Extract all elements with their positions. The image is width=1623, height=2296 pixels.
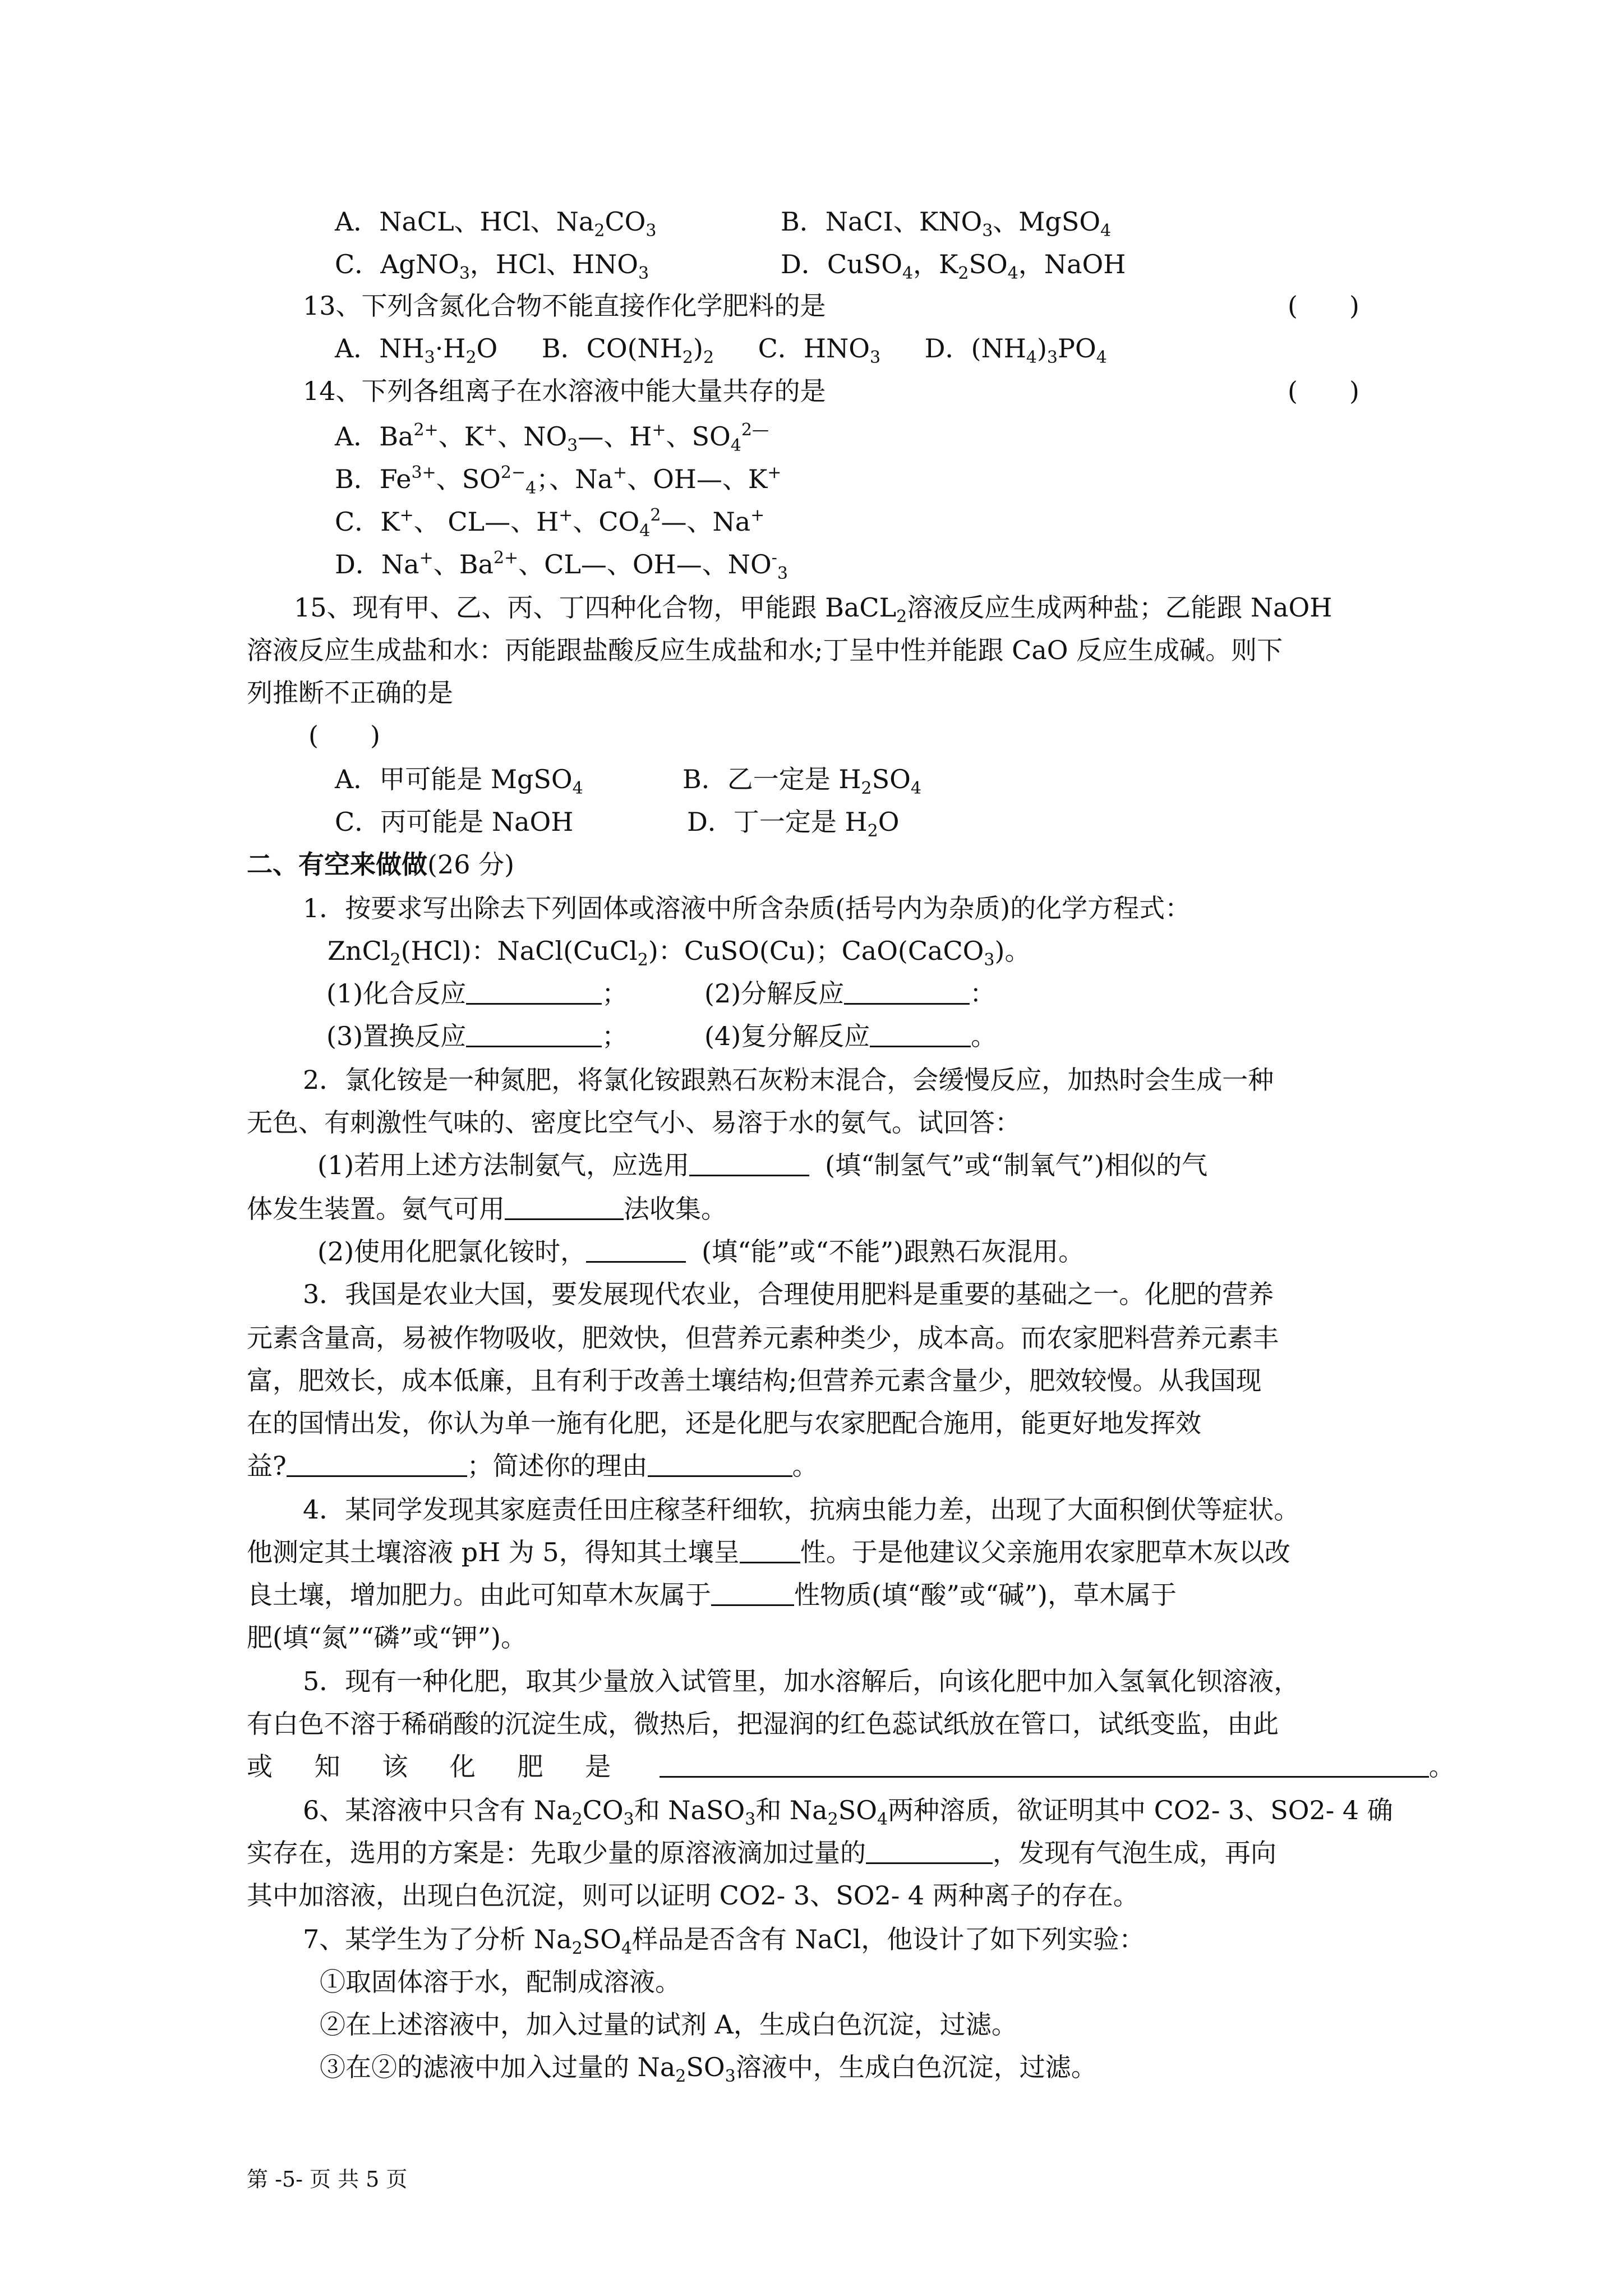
s4-line-1: 4．某同学发现其家庭责任田庄稼茎秆细软，抗病虫能力差，出现了大面积倒伏等症状。: [303, 1494, 1300, 1525]
q15-option-c: C．丙可能是 NaOH: [335, 807, 574, 837]
q15-line-1: 15、现有甲、乙、丙、丁四种化合物，甲能跟 BaCL$_2$溶液反应生成两种盐；乙能跟 NaOH: [294, 592, 1332, 627]
s4-line-2: 他测定其土壤溶液 pH 为 5，得知其土壤呈 性。于是他建议父亲施用农家肥草木灰以改: [247, 1537, 1290, 1567]
s2-line-1: 2．氯化铵是一种氮肥，将氯化铵跟熟石灰粉末混合，会缓慢反应，加热时会生成一种: [303, 1065, 1274, 1095]
s2-line-4: 体发生装置。氨气可用 法收集。: [247, 1194, 727, 1224]
q15-option-a: A．甲可能是 MgSO$_4$: [335, 764, 583, 798]
q15-option-b: B．乙一定是 $H_2SO_4$: [683, 764, 921, 798]
q13-options: [335, 335, 1107, 366]
s7-step-1: ①取固体溶于水，配制成溶液。: [320, 1967, 681, 1997]
s2-blank-3[interactable]: [586, 1240, 686, 1263]
s4-blank-2[interactable]: [711, 1583, 794, 1606]
s5-blank[interactable]: [660, 1755, 1429, 1778]
q13-option-b: B．$CO(NH_2)_2$: [541, 333, 714, 367]
q15-answer-bracket: ( ): [308, 720, 380, 751]
s1-item-2: (2)分解反应 ：: [704, 978, 996, 1009]
s6-line-1: 6、某溶液中只含有 $Na_2CO_3$和 NaSO$_3$和 $Na_2SO_4$两种溶质，欲证明其中 CO2- 3、SO2- 4 确: [303, 1795, 1393, 1829]
s7-step-2: ②在上述溶液中，加入过量的试剂 A，生成白色沉淀，过滤。: [320, 2009, 1017, 2040]
q12-option-c: C．AgNO$_3$，HCl、$HNO_3$: [335, 249, 649, 283]
q13-option-d: D．$(NH_4)_3PO_4$: [924, 333, 1107, 367]
s3-line-2: 元素含量高，易被作物吸收，肥效快，但营养元素种类少，成本高。而农家肥料营养元素丰: [247, 1323, 1279, 1353]
q13-option-c: C．$HNO_3$: [758, 333, 881, 367]
s3-line-4: 在的国情出发，你认为单一施有化肥，还是化肥与农家肥配合施用，能更好地发挥效: [247, 1408, 1201, 1438]
q14-answer-bracket: ( ): [1288, 376, 1359, 406]
s3-line-1: 3．我国是农业大国，要发展现代农业，合理使用肥料是重要的基础之一。化肥的营养: [303, 1279, 1274, 1309]
s7-line-1: 7、某学生为了分析 $Na_2SO_4$样品是否含有 NaCl，他设计了如下列实验：: [303, 1924, 1145, 1958]
s4-line-4: 肥(填“氮”“磷”或“钾”)。: [247, 1622, 527, 1653]
q12-option-b: B．NaCI、$KNO_3$、MgSO$_4$: [781, 206, 1112, 241]
s2-blank-1[interactable]: [689, 1153, 809, 1176]
q13-stem: 13、下列含氮化合物不能直接作化学肥料的是: [303, 291, 826, 321]
s6-blank[interactable]: [866, 1841, 993, 1864]
s1-item-1: (1)化合反应 ；: [326, 978, 628, 1009]
q14-option-a: A．$Ba^{2+}$、K+、$NO_3—$、H+、$SO_4^{2—}$: [335, 420, 769, 455]
s3-line-3: 富，肥效长，成本低廉，且有利于改善土壤结构;但营养元素含量少，肥效较慢。从我国现: [247, 1365, 1262, 1396]
s5-line-2: 有白色不溶于稀硝酸的沉淀生成，微热后，把湿润的红色蕊试纸放在管口，试纸变监，由此: [247, 1709, 1279, 1739]
q14-option-d: D．Na+、$Ba^{2+}$、CL—、OH—、$NO^-_3$: [335, 548, 788, 583]
s4-blank-1[interactable]: [740, 1540, 800, 1563]
s6-line-3: 其中加溶液，出现白色沉淀，则可以证明 CO2- 3、SO2- 4 两种离子的存在。: [247, 1880, 1139, 1911]
s2-blank-2[interactable]: [505, 1197, 624, 1220]
s1-blank-4[interactable]: [870, 1024, 971, 1047]
q14-option-c: C．K+、 CL—、H+、$CO_4^2—$、Na+: [335, 505, 765, 541]
s5-line-1: 5．现有一种化肥，取其少量放入试管里，加水溶解后，向该化肥中加入氢氧化钡溶液，: [303, 1666, 1300, 1696]
q15-line-3: 列推断不正确的是: [247, 678, 453, 708]
s3-blank-1[interactable]: [287, 1454, 467, 1477]
s3-line-5: 益? ；简述你的理由 。: [247, 1451, 818, 1481]
s1-blank-2[interactable]: [844, 982, 970, 1005]
s2-line-3: (1)若用上述方法制氨气，应选用 (填“制氢气”或“制氧气”)相似的气: [317, 1150, 1208, 1180]
s3-blank-2[interactable]: [648, 1454, 792, 1477]
s1-item-3: (3)置换反应 ；: [326, 1021, 628, 1051]
s1-blank-1[interactable]: [466, 982, 602, 1005]
s1-item-4: (4)复分解反应 。: [704, 1021, 997, 1051]
s1-substances: ZnCl$_2$(HCl)：NaCl(CuCl$_2$)：CuSO(Cu)；CaO(CaCO$_3$)。: [328, 936, 1031, 970]
q12-option-d: D．CuSO$_4$，$K_2SO_4$，NaOH: [781, 249, 1126, 283]
s2-line-2: 无色、有刺激性气味的、密度比空气小、易溶于水的氨气。试回答：: [247, 1107, 1021, 1138]
s7-step-3: ③在②的滤液中加入过量的 $Na_2SO_3$溶液中，生成白色沉淀，过滤。: [320, 2052, 1097, 2086]
s4-line-3: 良土壤，增加肥力。由此可知草木灰属于 性物质(填“酸”或“碱”)，草木属于: [247, 1580, 1177, 1610]
q13-answer-bracket: ( ): [1288, 291, 1359, 321]
q13-option-a: A．$NH_3\cdot H_2O$: [335, 333, 498, 367]
q12-option-a: A．NaCL、HCl、$Na_2CO_3$: [335, 206, 657, 241]
s6-line-2: 实存在，选用的方案是：先取少量的原溶液滴加过量的 ，发现有气泡生成，再向: [247, 1838, 1276, 1868]
q14-option-b: B．$Fe^{3+}$、$SO^{2-}_4$；、Na+、OH—、K+: [335, 463, 782, 498]
q15-line-2: 溶液反应生成盐和水：丙能跟盐酸反应生成盐和水;丁呈中性并能跟 CaO 反应生成碱。则下: [247, 635, 1283, 665]
s2-line-5: (2)使用化肥氯化铵时， (填“能”或“不能”)跟熟石灰混用。: [317, 1236, 1085, 1267]
q15-option-d: D．丁一定是 $H_2O$: [687, 807, 900, 841]
section-2-heading: 二、有空来做做(26 分): [247, 849, 515, 880]
q14-stem: 14、下列各组离子在水溶液中能大量共存的是: [303, 376, 826, 406]
s1-stem: 1．按要求写出除去下列固体或溶液中所含杂质(括号内为杂质)的化学方程式：: [303, 893, 1191, 923]
s1-blank-3[interactable]: [466, 1024, 602, 1047]
page-footer: 第 -5- 页 共 5 页: [247, 2167, 408, 2192]
s5-line-3: 或 知 该 化 肥 是 。: [247, 1751, 1455, 1782]
